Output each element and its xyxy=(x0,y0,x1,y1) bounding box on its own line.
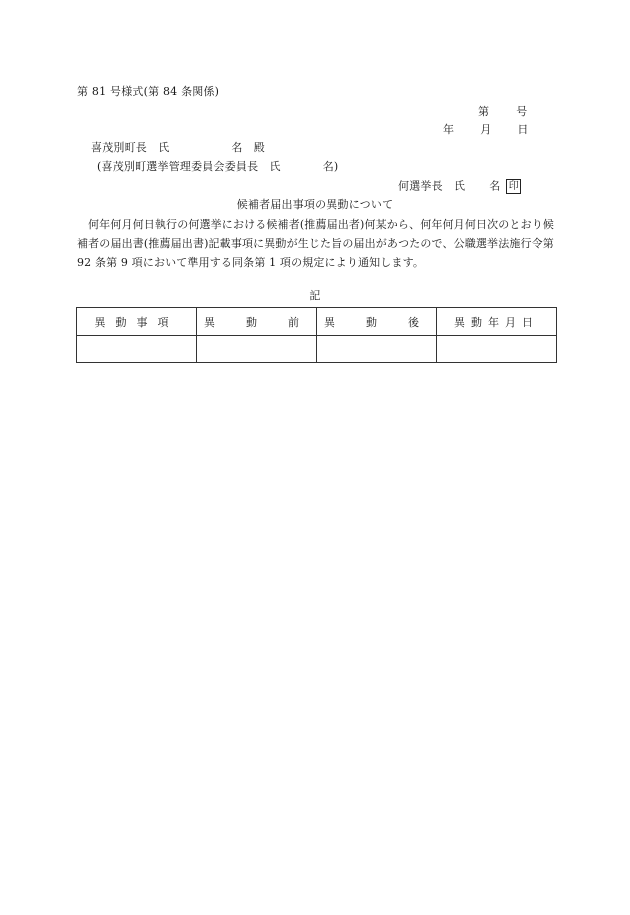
addressee-alt-name: 名) xyxy=(322,160,339,173)
sender-title: 何選挙長 氏 xyxy=(398,179,466,193)
date-line xyxy=(443,123,529,137)
date-day: 日 xyxy=(517,123,529,136)
table-cell xyxy=(197,336,317,363)
sender-line xyxy=(398,179,521,194)
table-cell xyxy=(317,336,437,363)
seal-mark: 印 xyxy=(506,179,521,194)
document-number-suffix: 号 xyxy=(516,105,528,118)
header-change-date: 異動年月日 xyxy=(437,308,557,336)
table-header-row xyxy=(77,308,557,336)
addressee-line-2 xyxy=(97,160,338,174)
document-title: 候補者届出事項の異動について xyxy=(236,198,394,211)
table-cell xyxy=(77,336,197,363)
date-month: 月 xyxy=(480,123,492,136)
ki-heading: 記 xyxy=(309,289,321,302)
header-before-change: 異 動 前 xyxy=(197,308,317,336)
sender-name: 名 xyxy=(489,179,501,193)
date-year: 年 xyxy=(443,123,455,136)
table-row xyxy=(77,336,557,363)
form-number: 第 81 号様式(第 84 条関係) xyxy=(77,85,220,98)
addressee-name: 名 殿 xyxy=(231,141,266,154)
table-cell xyxy=(437,336,557,363)
document-number xyxy=(478,105,527,119)
addressee-alt-title: (喜茂別町選挙管理委員会委員長 氏 xyxy=(97,160,281,173)
addressee-line-1 xyxy=(91,141,265,155)
document-number-label: 第 xyxy=(478,105,490,118)
change-table xyxy=(76,307,557,363)
addressee-title: 喜茂別町長 氏 xyxy=(91,141,170,154)
body-paragraph: 何年何月何日執行の何選挙における候補者(推薦届出者)何某から、何年何月何日次のとおり候補者の届出書(推薦届出書)記載事項に異動が生じた旨の届出があつたので、公職選挙法施行令第 92 条第 9 項において準用する同条第 1 項の規定により通知します。 xyxy=(77,218,555,269)
header-after-change: 異 動 後 xyxy=(317,308,437,336)
header-change-item: 異動事項 xyxy=(77,308,197,336)
